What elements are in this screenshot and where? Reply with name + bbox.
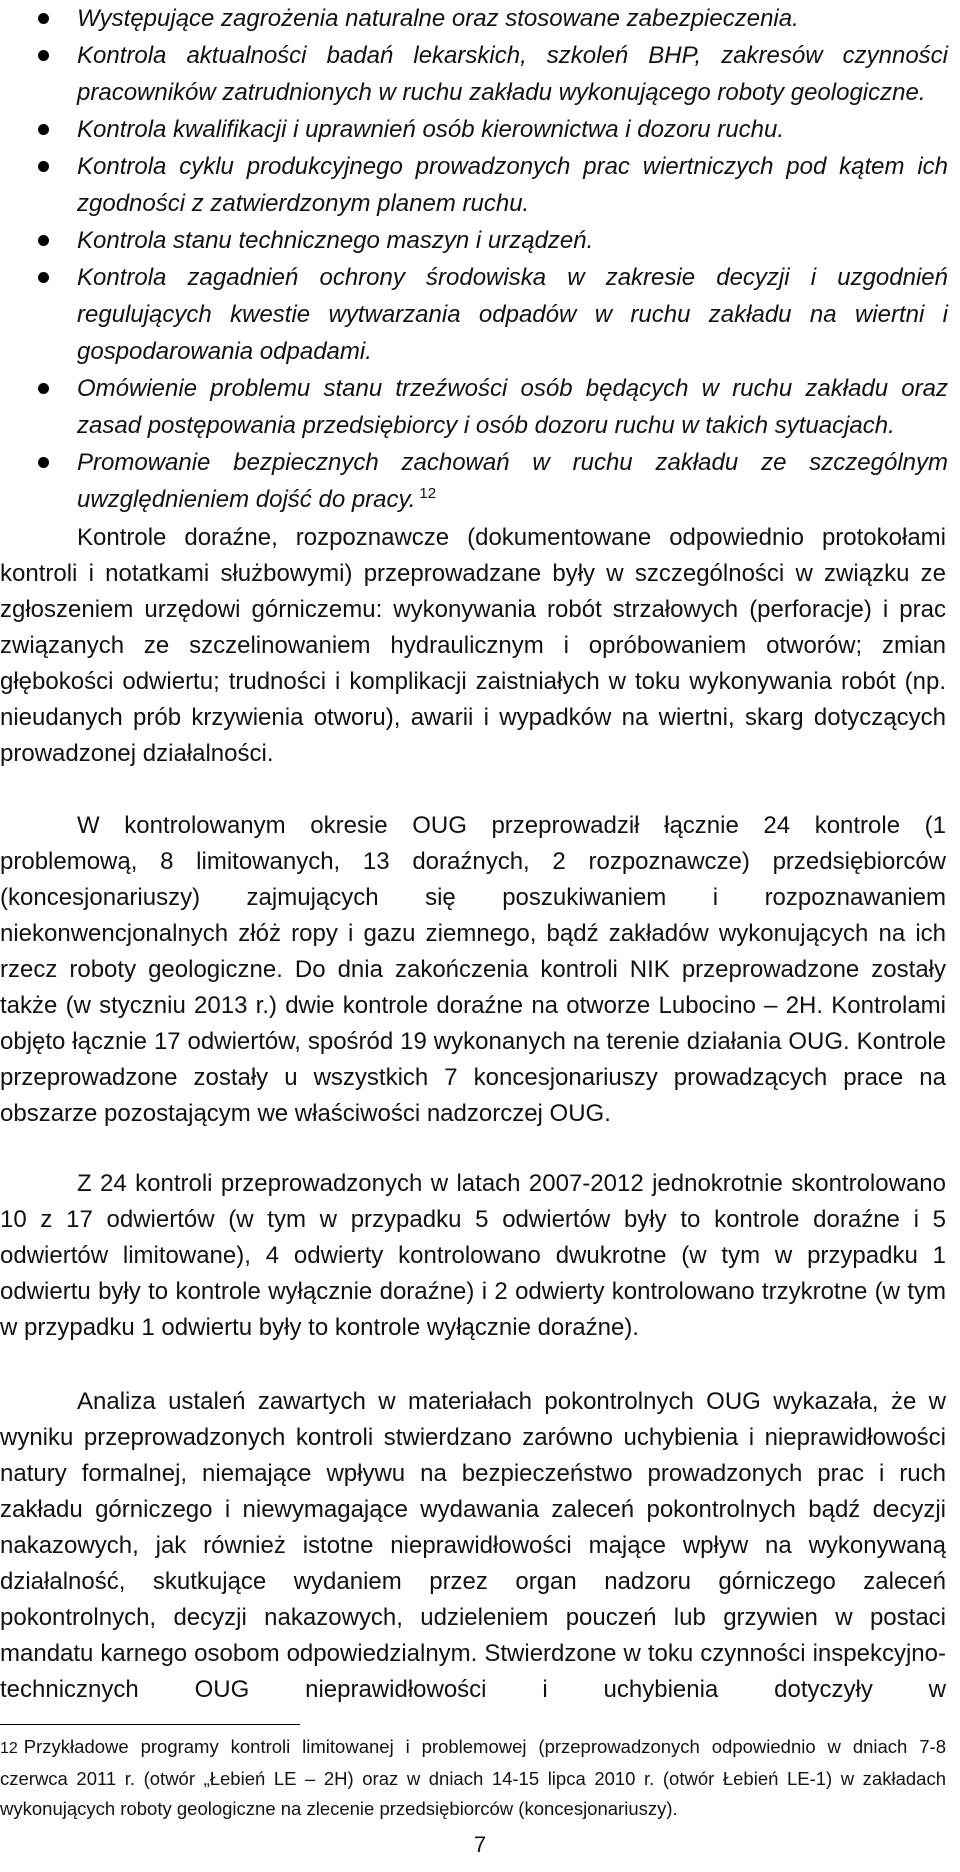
bullet-icon: [38, 272, 49, 283]
bullet-icon: [38, 161, 49, 172]
page-number: 7: [473, 1832, 487, 1857]
paragraph-24-kontroli: Z 24 kontroli przeprowadzonych w latach 2007-2012 jednokrotnie skontrolowano 10 z 17 odwiertów (w tym w przypadku 5 odwiertów były to kontrole doraźne i 5 odwiertów limitowane), 4 odwierty kontrolowano dwukrotne (w tym w przypadku 1 odwiertu były to kontrole wyłącznie doraźne) i 2 odwierty kontrolowano trzykrotne (w tym w przypadku 1 odwiertu były to kontrole wyłącznie doraźne).: [0, 1170, 946, 1341]
bullet-item: [0, 370, 960, 444]
bullet-text: Kontrola stanu technicznego maszyn i urządzeń.: [77, 227, 594, 254]
bullet-icon: [38, 383, 49, 394]
bullet-item: [0, 111, 960, 148]
bullet-text: Promowanie bezpiecznych zachowań w ruchu zakładu ze szczególnym uwzględnieniem dojść do pracy.: [77, 449, 948, 513]
bullet-item: [0, 259, 960, 370]
bullet-icon: [38, 13, 49, 24]
bullet-list: [0, 0, 960, 518]
bullet-icon: [38, 50, 49, 61]
bullet-text: Kontrola aktualności badań lekarskich, szkoleń BHP, zakresów czynności pracowników zatrudnionych w ruchu zakładu wykonującego roboty geologiczne.: [77, 42, 948, 106]
bullet-icon: [38, 457, 49, 468]
bullet-text: Kontrola kwalifikacji i uprawnień osób kierownictwa i dozoru ruchu.: [77, 116, 785, 143]
bullet-text: Kontrola zagadnień ochrony środowiska w zakresie decyzji i uzgodnień regulujących kwestie wytwarzania odpadów w ruchu zakładu na wiertni i gospodarowania odpadami.: [77, 264, 948, 365]
bullet-item: [0, 222, 960, 259]
footnote-separator: [0, 1724, 300, 1725]
bullet-icon: [38, 124, 49, 135]
bullet-text: Występujące zagrożenia naturalne oraz stosowane zabezpieczenia.: [77, 5, 799, 32]
paragraph-analiza: Analiza ustaleń zawartych w materiałach pokontrolnych OUG wykazała, że w wyniku przeprowadzonych kontroli stwierdzano zarówno uchybienia i nieprawidłowości natury formalnej, niemające wpływu na bezpieczeństwo prowadzonych prac i ruch zakładu górniczego i niewymagające wydawania zaleceń pokontrolnych bądź decyzji nakazowych, jak również istotne nieprawidłowości mające wpływ na wykonywaną działalność, skutkujące wydaniem przez organ nadzoru górniczego zaleceń pokontrolnych, decyzji nakazowych, udzieleniem pouczeń lub grzywien w postaci mandatu karnego osobom odpowiedzialnym. Stwierdzone w toku czynności inspekcyjno-technicznych OUG nieprawidłowości i uchybienia dotyczyły w: [0, 1388, 946, 1703]
bullet-text: Kontrola cyklu produkcyjnego prowadzonych prac wiertniczych pod kątem ich zgodności z zatwierdzonym planem ruchu.: [77, 153, 948, 217]
paragraph-kontrolowany-okres: W kontrolowanym okresie OUG przeprowadził łącznie 24 kontrole (1 problemową, 8 limitowanych, 13 doraźnych, 2 rozpoznawcze) przedsiębiorców (koncesjonariuszy) zajmujących się poszukiwaniem i rozpoznawaniem niekonwencjonalnych złóż ropy i gazu ziemnego, bądź zakładów wykonujących na ich rzecz roboty geologiczne. Do dnia zakończenia kontroli NIK przeprowadzone zostały także (w styczniu 2013 r.) dwie kontrole doraźne na otworze Lubocino – 2H. Kontrolami objęto łącznie 17 odwiertów, spośród 19 wykonanych na terenie działania OUG. Kontrole przeprowadzone zostały u wszystkich 7 koncesjonariuszy prowadzących prace na obszarze pozostającym we właściwości nadzorczej OUG.: [0, 812, 946, 1127]
bullet-item: [0, 37, 960, 111]
paragraph-doraźne: Kontrole doraźne, rozpoznawcze (dokumentowane odpowiednio protokołami kontroli i notatkami służbowymi) przeprowadzane były w szczególności w związku ze zgłoszeniem urzędowi górniczemu: wykonywania robót strzałowych (perforacje) i prac związanych ze szczelinowaniem hydraulicznym i opróbowaniem otworów; zmian głębokości odwiertu; trudności i komplikacji zaistniałych w toku wykonywania robót (np. nieudanych prób krzywienia otworu), awarii i wypadków na wiertni, skarg dotyczących prowadzonej działalności.: [0, 524, 946, 767]
bullet-item: [0, 444, 960, 518]
footnote-reference[interactable]: 12: [419, 485, 437, 502]
footnote: [0, 1732, 946, 1824]
footnote-text: Przykładowe programy kontroli limitowanej i problemowej (przeprowadzonych odpowiednio w dniach 7-8 czerwca 2011 r. (otwór „Łebień LE – 2H) oraz w dniach 14-15 lipca 2010 r. (otwór Łebień LE-1) w zakładach wykonujących roboty geologiczne na zlecenie przedsiębiorców (koncesjonariuszy).: [0, 1736, 946, 1819]
footnote-number: 12: [0, 1740, 18, 1757]
bullet-item: [0, 148, 960, 222]
bullet-icon: [38, 235, 49, 246]
bullet-item: [0, 0, 960, 37]
bullet-text: Omówienie problemu stanu trzeźwości osób będących w ruchu zakładu oraz zasad postępowania przedsiębiorcy i osób dozoru ruchu w takich sytuacjach.: [77, 375, 948, 439]
